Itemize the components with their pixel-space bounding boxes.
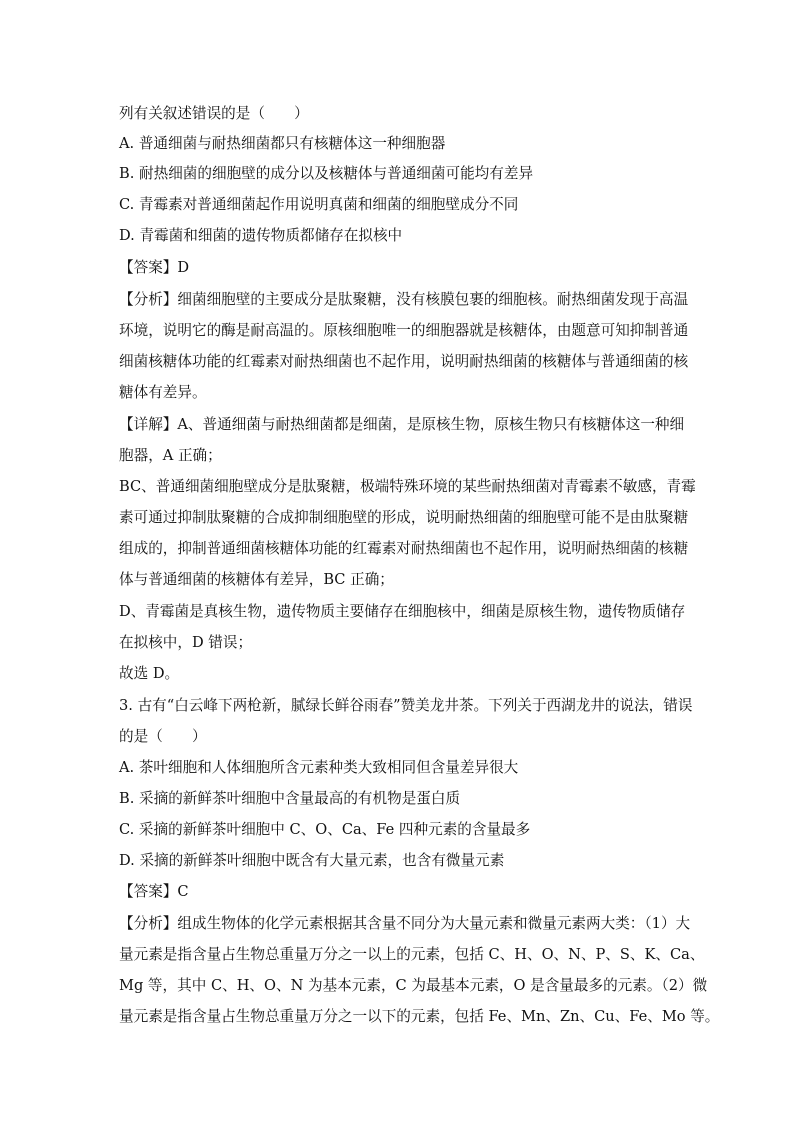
answer-line: 【答案】D <box>119 259 190 276</box>
analysis-line: 量元素是指含量占生物总重量万分之一以下的元素，包括 Fe、Mn、Zn、Cu、Fe、Mo 等。 <box>119 1008 720 1025</box>
question-stem-continued: 列有关叙述错误的是（ ） <box>119 105 309 122</box>
question-3-stem: 的是（ ） <box>119 728 207 745</box>
option-d: D. 采摘的新鲜茶叶细胞中既含有大量元素，也含有微量元素 <box>119 852 505 869</box>
analysis-line: 糖体有差异。 <box>119 384 207 401</box>
analysis-line: 细菌核糖体功能的红霉素对耐热细菌也不起作用，说明耐热细菌的核糖体与普通细菌的核 <box>119 353 689 370</box>
detail-line: 在拟核中，D 错误； <box>119 634 253 651</box>
analysis-line: 环境，说明它的酶是耐高温的。原核细胞唯一的细胞器就是核糖体，由题意可知抑制普通 <box>119 322 689 339</box>
detail-line: 胞器，A 正确； <box>119 447 222 464</box>
conclusion-line: 故选 D。 <box>119 665 180 682</box>
detail-line: BC、普通细菌细胞壁成分是肽聚糖，极端特殊环境的某些耐热细菌对青霉素不敏感，青霉 <box>119 478 696 495</box>
question-3-stem: 3. 古有“白云峰下两枪新，腻绿长鲜谷雨春”赞美龙井茶。下列关于西湖龙井的说法，错误 <box>119 697 693 714</box>
detail-line: 【详解】A、普通细菌与耐热细菌都是细菌，是原核生物，原核生物只有核糖体这一种细 <box>119 416 685 433</box>
option-b: B. 耐热细菌的细胞壁的成分以及核糖体与普通细菌可能均有差异 <box>119 165 534 182</box>
option-c: C. 青霉素对普通细菌起作用说明真菌和细菌的细胞壁成分不同 <box>119 196 519 213</box>
option-b: B. 采摘的新鲜茶叶细胞中含量最高的有机物是蛋白质 <box>119 790 461 807</box>
detail-line: 组成的，抑制普通细菌核糖体功能的红霉素对耐热细菌也不起作用，说明耐热细菌的核糖 <box>119 540 689 557</box>
detail-line: 体与普通细菌的核糖体有差异，BC 正确； <box>119 571 394 588</box>
analysis-line: Mg 等，其中 C、H、O、N 为基本元素，C 为最基本元素，O 是含量最多的元素。（2）微 <box>119 977 708 994</box>
option-c: C. 采摘的新鲜茶叶细胞中 C、O、Ca、Fe 四种元素的含量最多 <box>119 821 531 838</box>
option-a: A. 茶叶细胞和人体细胞所含元素种类大致相同但含量差异很大 <box>119 759 519 776</box>
analysis-line: 量元素是指含量占生物总重量万分之一以上的元素，包括 C、H、O、N、P、S、K、Ca、 <box>119 946 705 963</box>
option-a: A. 普通细菌与耐热细菌都只有核糖体这一种细胞器 <box>119 135 446 152</box>
detail-line: D、青霉菌是真核生物，遗传物质主要储存在细胞核中，细菌是原核生物，遗传物质储存 <box>119 603 686 620</box>
analysis-line: 【分析】细菌细胞壁的主要成分是肽聚糖，没有核膜包裹的细胞核。耐热细菌发现于高温 <box>119 291 689 308</box>
answer-line: 【答案】C <box>119 883 189 900</box>
option-d: D. 青霉菌和细菌的遗传物质都储存在拟核中 <box>119 227 403 244</box>
analysis-line: 【分析】组成生物体的化学元素根据其含量不同分为大量元素和微量元素两大类：（1）大 <box>119 915 691 932</box>
detail-line: 素可通过抑制肽聚糖的合成抑制细胞壁的形成，说明耐热细菌的细胞壁可能不是由肽聚糖 <box>119 509 689 526</box>
